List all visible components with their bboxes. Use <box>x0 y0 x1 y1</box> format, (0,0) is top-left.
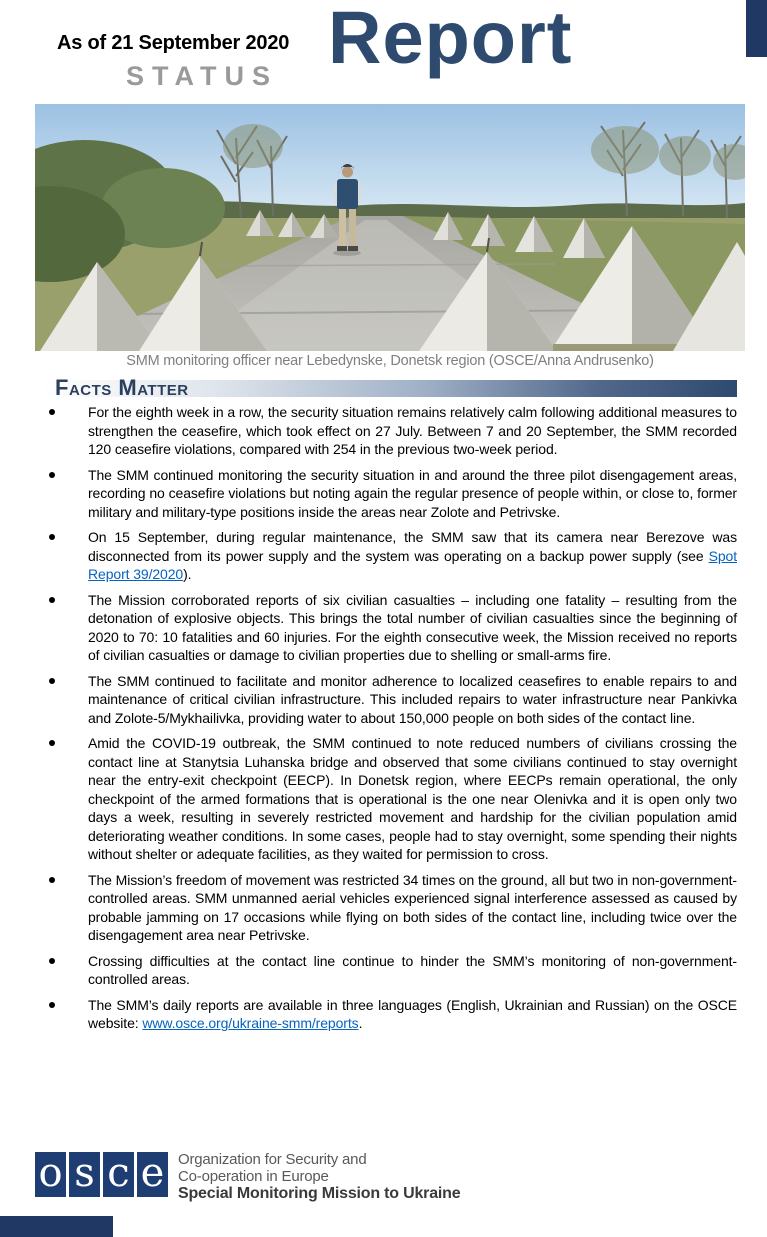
bullet-text: The SMM continued monitoring the security situation in and around the three pilot disengagement areas, recording no ceasefire violations but noting again the regular presence of people within, or close to, former military and military-type positions inside the areas near Zolote and Petrivske. <box>88 466 737 520</box>
list-item <box>47 403 737 459</box>
corner-accent-bottom-left <box>0 1216 113 1237</box>
bullet-text: The SMM continued to facilitate and monitor adherence to localized ceasefires to enable repairs to and maintenance of critical civilian infrastructure. This included repairs to water infrastructure near Pankivka and Zolote-5/Mykhailivka, providing water to about 150,000 people on both sides of the contact line. <box>88 672 737 726</box>
bullet-dot <box>49 409 55 415</box>
osce-logo-letter: s <box>69 1152 100 1197</box>
list-item <box>47 952 737 989</box>
osce-logo-letter: c <box>103 1152 134 1197</box>
photo-caption: SMM monitoring officer near Lebedynske, Donetsk region (OSCE/Anna Andrusenko) <box>126 353 654 369</box>
report-date: As of 21 September 2020 <box>57 32 290 54</box>
bullet-text: Amid the COVID-19 outbreak, the SMM continued to note reduced numbers of civilians crossing the contact line at Stanytsia Luhanska bridge and observed that some civilians continued to stay overnight near the entry-exit checkpoint (EECP). In Donetsk region, where EECPs remain operational, the only checkpoint of the armed formations that is operational is the one near Olenivka and it is open only two days a week, resulting in severely restricted movement and hardship for the civilian population amid deteriorating weather conditions. In some cases, people had to stay overnight, some spending their nights without shelter or adequate facilities, as they waited for permission to cross. <box>88 735 737 862</box>
bullet-dot <box>49 472 55 478</box>
bullet-text: The SMM’s daily reports are available in three languages (English, Ukrainian and Russian) on the OSCE website: <box>88 996 737 1031</box>
list-item <box>47 871 737 945</box>
bullet-text: ). <box>183 566 192 582</box>
bullet-text: For the eighth week in a row, the security situation remains relatively calm following additional measures to strengthen the ceasefire, which took effect on 27 July. Between 7 and 20 September, the SMM recorded 120 ceasefire violations, compared with 254 in the previous two-week period. <box>88 404 737 457</box>
bullet-text: Crossing difficulties at the contact line continue to hinder the SMM’s monitoring of non-government-controlled areas. <box>88 952 737 987</box>
footer <box>35 1152 735 1202</box>
org-name-line2: Co-operation in Europe <box>178 1167 329 1185</box>
mission-name: Special Monitoring Mission to Ukraine <box>178 1185 461 1202</box>
bullet-dot <box>49 597 55 603</box>
report-header <box>0 0 767 104</box>
bullet-dot <box>49 877 55 883</box>
photo <box>35 104 745 351</box>
document-link[interactable]: www.osce.org/ukraine-smm/reports <box>142 1015 359 1031</box>
list-item <box>47 466 737 522</box>
bullet-dot <box>49 534 55 540</box>
org-name-line1: Organization for Security and <box>178 1151 367 1168</box>
list-item <box>47 591 737 665</box>
status-label: STATUS <box>126 61 278 91</box>
osce-logo <box>35 1152 168 1197</box>
bullet-dot <box>49 740 55 746</box>
bullet-dot <box>49 958 55 964</box>
facts-list <box>47 403 737 1040</box>
list-item <box>47 672 737 728</box>
photo-illustration <box>35 104 745 351</box>
section-title: Facts Matter <box>55 375 189 400</box>
list-item <box>47 734 737 864</box>
osce-logo-letter: e <box>137 1152 168 1197</box>
report-title: Report <box>328 0 573 79</box>
bullet-text: The Mission’s freedom of movement was restricted 34 times on the ground, all but two in non-government-controlled areas. SMM unmanned aerial vehicles experienced signal interference assessed as caused by probable jamming on 17 occasions while flying on both sides of the contact line, including twice over the disengagement area near Petrivske. <box>88 871 737 943</box>
osce-logo-letter: o <box>35 1152 66 1197</box>
list-item <box>47 996 737 1033</box>
bullet-dot <box>49 678 55 684</box>
list-item <box>47 528 737 584</box>
facts-heading <box>0 376 767 400</box>
organization-text <box>178 1152 460 1202</box>
bullet-text: . <box>358 1015 363 1031</box>
bullet-text: The Mission corroborated reports of six civilian casualties – including one fatality – resulting from the detonation of explosive objects. This brings the total number of civilian casualties since the beginning of 2020 to 70: 10 fatalities and 60 injuries. For the eighth consecutive week, the Mission received no reports of civilian casualties or damage to civilian properties due to shelling or small-arms fire. <box>88 591 737 663</box>
document-link[interactable]: Spot Report 39/2020 <box>88 547 737 582</box>
bullet-dot <box>49 1002 55 1008</box>
bullet-text: On 15 September, during regular maintenance, the SMM saw that its camera near Berezove was disconnected from its power supply and the system was operating on a backup power supply (see <box>88 529 737 564</box>
